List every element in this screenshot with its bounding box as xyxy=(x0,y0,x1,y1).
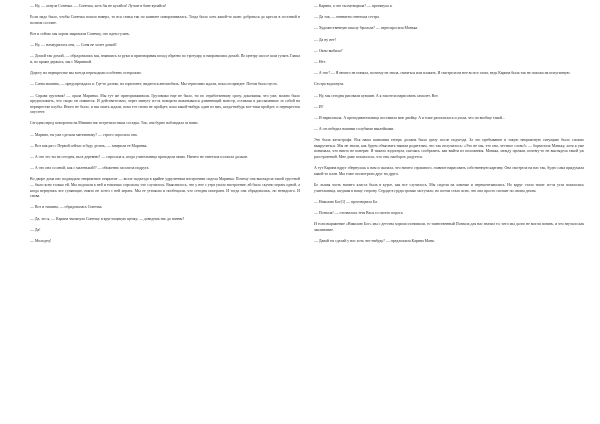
paragraph: — А он победил вашими голубыми наклейками. xyxy=(314,127,395,132)
paragraph: — Художественную школу бросила? — переспросила Манька. xyxy=(314,26,419,31)
paragraph: — А что это ты на сегодня, вы в деревню? — спросила я, когда учительница проходила мимо. Ничего не ответила и пошла дальше. xyxy=(30,155,249,160)
paragraph: — Да! xyxy=(30,227,41,232)
paragraph: — Домой так домой, — обрадовались мы, взявшись за руки и приговаривая поход обратно по тротуару, и направились домой. По центру шоссе шли гулять Глаша и, по краям держась, мы с Маринкой. xyxy=(30,54,300,64)
paragraph: Сегодня перед поворотом на Минина нас встретила наша соседка. Так, она бурно наблюдала за нами. xyxy=(30,121,199,126)
paragraph: — И нарисовала. А преподавательница поставила мне двойку. А я тоже разозлилась и ушла, что он вообще такой... xyxy=(314,115,506,120)
left-text-column xyxy=(30,4,300,250)
paragraph: — Вот как раз с Первой сейчас и буду делать, — заверила ее Маринка. xyxy=(30,143,148,148)
paragraph: — Слева машина, — предупреждала я. Где-то далеко, на горизонте, виднелся автомобиль. Мы терпеливо ждали, пока он приедет. Потом было пусто. xyxy=(30,82,278,87)
paragraph: — Вот и тишина, — обрадовалась Сонечка. xyxy=(30,205,103,210)
right-text-column xyxy=(314,4,584,250)
paragraph: Дорогу на перекрестке мы всегда переходили особенно осторожно. xyxy=(30,71,142,76)
paragraph: Вот и сейчас мы хором закричали Сонечку, что идем гулять. xyxy=(30,31,130,36)
paragraph: — Окно выбила? xyxy=(314,48,343,53)
paragraph: — И? xyxy=(314,104,324,109)
paragraph: Во дворе дома нас поджидало неприятное открытие — возле подъезда в крайне удрученном настроении сидела Маринка. Почему она выглядела такой грустной — было ясно только ей. Мы подошли к ней и тихонько спросили, что случилось. Выяснилось, что у нее с утра упало настроение, ей было скучно играть одной, а когда вернулись все гуляющие, никто не хотел с ней играть. Мы ее утешили и пообещали, что сегодня поиграем. И тогда она обрадовалась, но ненадолго. И снова. xyxy=(30,177,300,199)
paragraph: И если выражение «Николаю Бог» мы с детства хорошо понимали, то таинственный Позвала для нас значил то, чего мы долго не могли понять, и что звучало как заклинание. xyxy=(314,222,584,232)
paragraph: Сестра вздохнула. xyxy=(314,82,345,87)
paragraph: — Ну, — нахмурилась она, — Соня не хочет домой! xyxy=(30,43,117,48)
paragraph: — Карина, а что ты натворила? — протянула я. xyxy=(314,4,393,8)
paragraph: — Николаю Бог[1] — проговорила Ба. xyxy=(314,199,378,204)
paragraph: — Марина, ты уже сделала математику? — строго спросила она. xyxy=(30,132,138,137)
paragraph: — Да, это я, — Карина чмокнула Сонечку в круглощекую щечку, — доведешь нас до ванны? xyxy=(30,216,185,221)
paragraph: Если надо было, чтобы Сонечка пошла наверх, то вся семья так по комнате поворачивалась. Тогда было хоть какой-то шанс добраться до кресла в гостиной в полном составе. xyxy=(30,15,300,25)
paragraph: — Да ну нет! xyxy=(314,37,337,42)
paragraph: — Нет. xyxy=(314,59,326,64)
paragraph: — Давай ты сделай у нас хоть что-нибудь? — предложила Карина Маня. xyxy=(314,238,435,243)
paragraph: — Ну, — ахнула Сонечка. — Сонечка, хоть бы не кусайся! Лучше в бане купайся! xyxy=(30,4,167,8)
paragraph: — Позвала! — отозвалась тетя Вася со своего порога. xyxy=(314,210,404,215)
paragraph: — Да так, — невнятно ответила сестра. xyxy=(314,15,380,20)
paragraph: — Справа грузовик! — орала Маринка. Мы тут же притормаживали. Грузовики еще не было, но по отработанному сразу, доказывая, что уже, можно было предположить, что скоро он появится. И действительно, через минуту из-за поворота выкатывался длиннющий монстр, оставляя в рассыпанные за собой на перекрестке клубы. Иного не было, и мы опять ждали, пока тот снова не пройдет, пока какой-нибудь один из них, когда-нибудь все-таки пройдет, и перекресток опустеет. xyxy=(30,93,300,115)
paragraph: — Молодец! xyxy=(30,238,51,243)
paragraph: А тут Карина вдруг обернулась к нам и сказала, что ничего страшного, главное нарисовать собственную картину. Она смотрела на нас так, будто сама придумала какой-то план. Мы тоже посмотрели друг на друга. xyxy=(314,166,584,176)
paragraph: Это была катастрофа. Вся наша компания теперь должна была сразу после подъезда. За это пребывание в такую неприятную ситуацию было сложно выкрутиться. Мы не знали, как будем объяснять нашим родителям, что так получилось: «Это не мы, это она, честное слово!» — бормотала Маньку, хотя я уже понимала, что никто не поверит. Я тяжело вздохнула, пытаясь сообразить, как выйти из положения. Манька, между прочим, почему-то не выглядела такой уж расстроенной. Мне даже показалось, что она, наоборот, радуется. xyxy=(314,138,584,160)
paragraph: — А что она со мной, как с маленькой!? — обиженно засопела подруга. xyxy=(30,166,150,171)
paragraph: Бо льшая часть нашего класса была в курсе, как все случилось. Мы сидели на лавочке и перешептывались. Но вдруг стало тише: из-за угла показалась учительница, шедшая в нашу сторону. Сердце в груди громко застучало, но потом стало ясно, что она просто спешит по своим делам. xyxy=(314,183,584,193)
paragraph: — А что? — Я ничего не поняла, поэтому не знала, смеяться или плакать. Я смотрела на нее во все глаза, ведь Карина была так не похожа на испуганную. xyxy=(314,71,571,76)
paragraph: — Ну, мы сегодня рисовали кувшин. А я захотела нарисовать самолет. Вот. xyxy=(314,93,439,98)
